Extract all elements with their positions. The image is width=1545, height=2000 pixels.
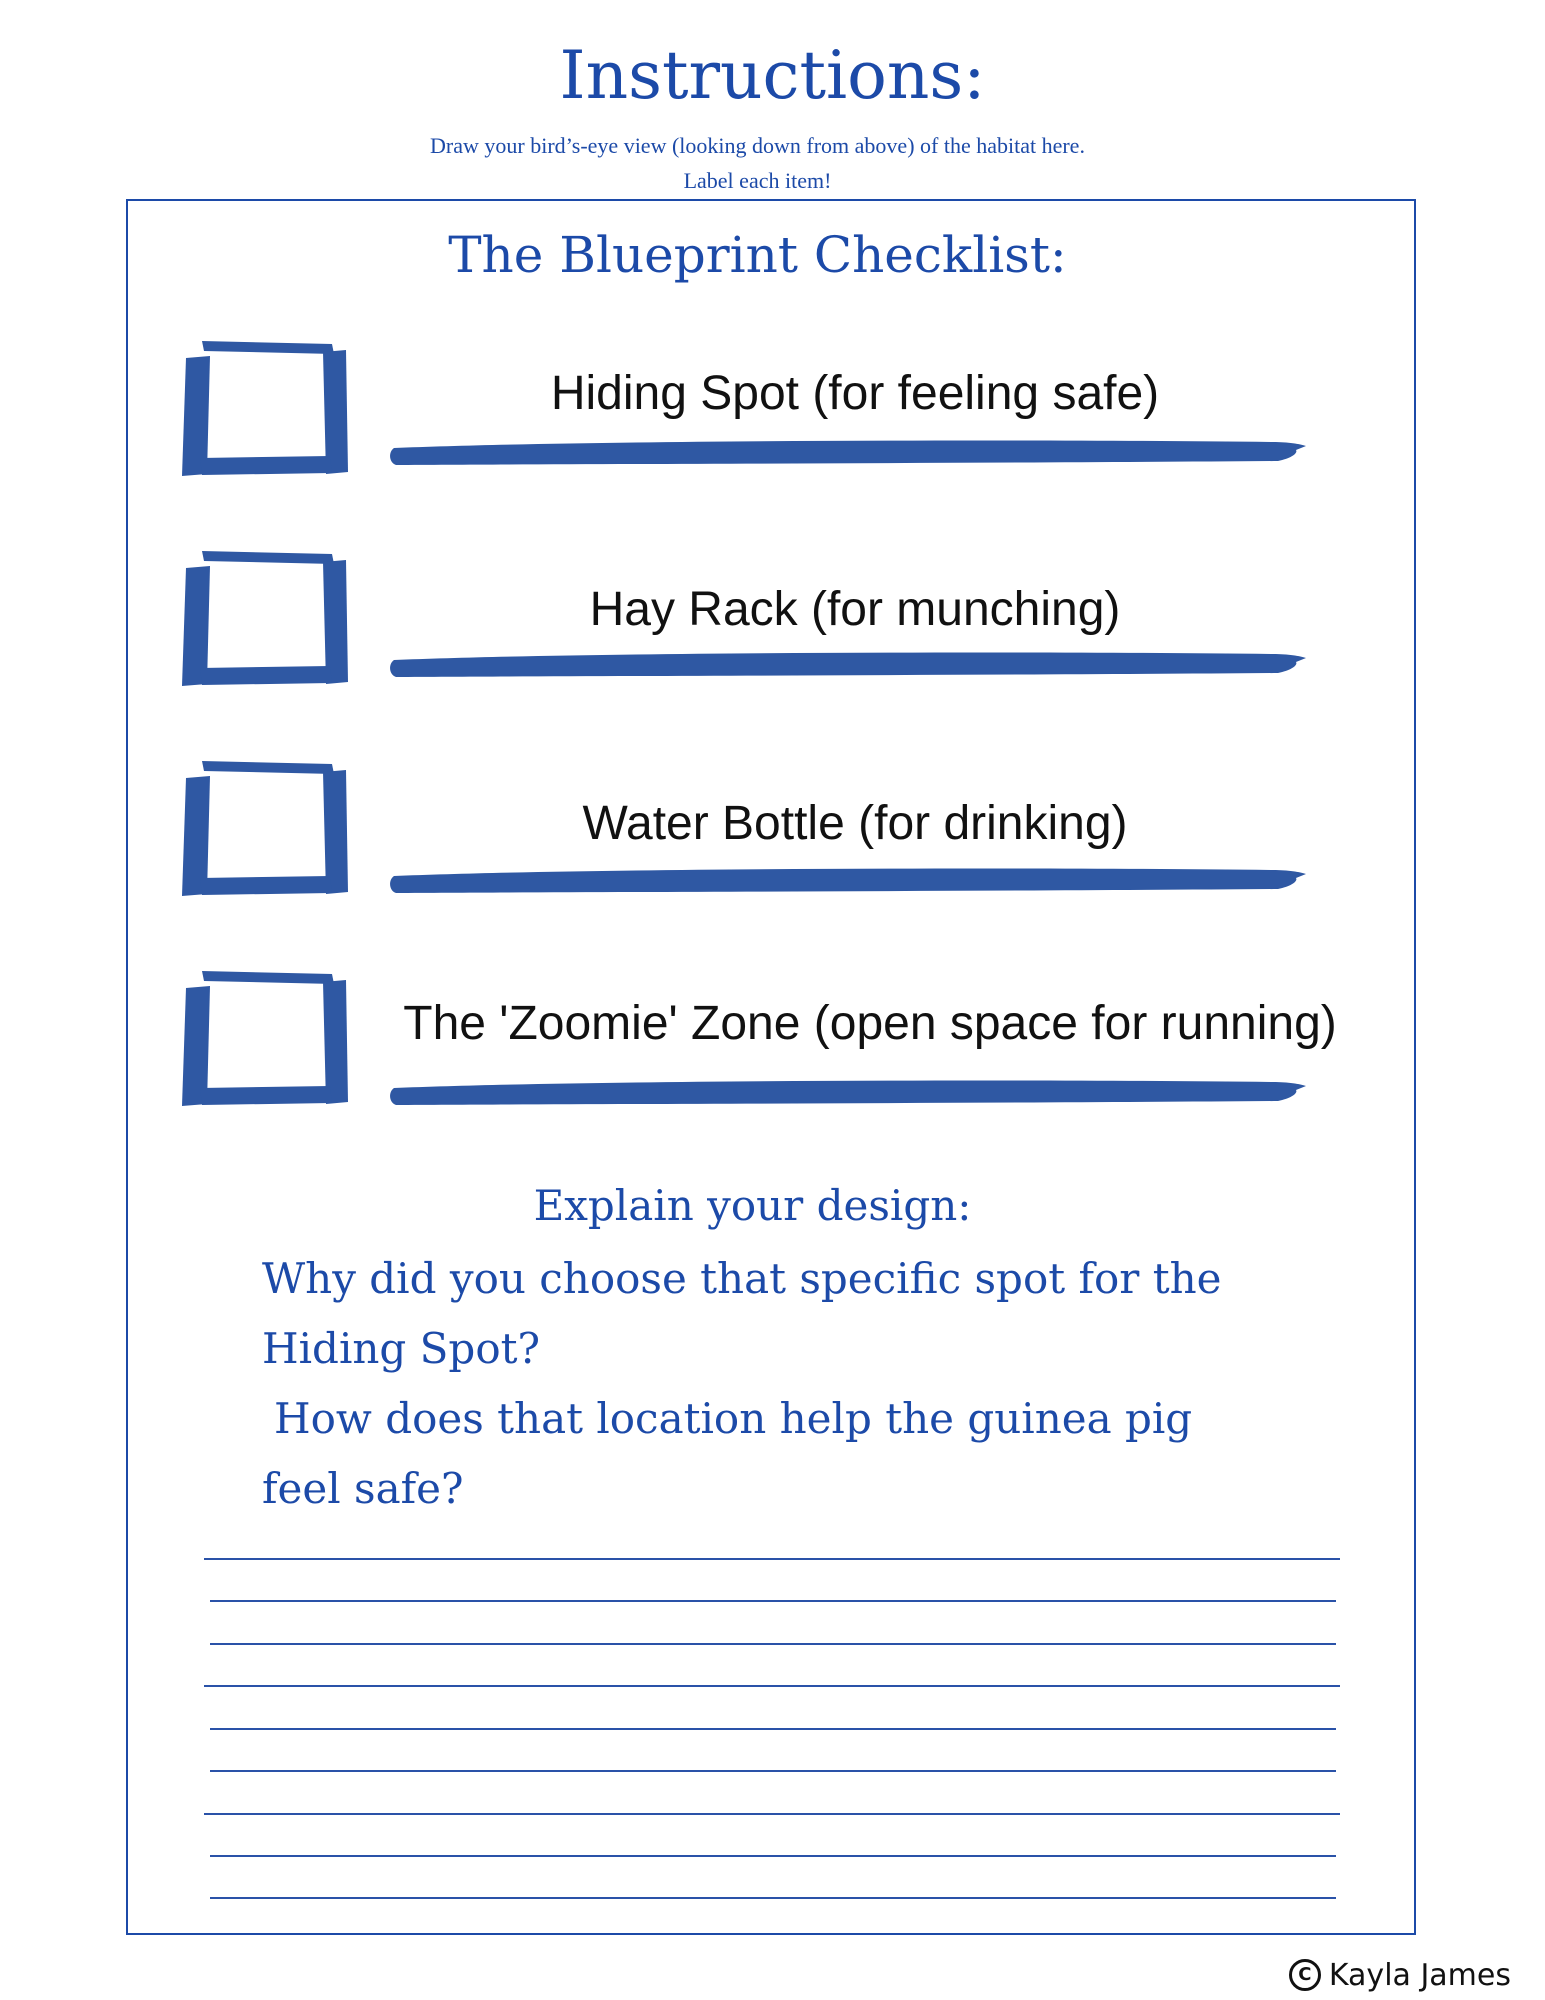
page-title: Instructions: <box>559 37 986 114</box>
writing-line <box>210 1897 1336 1899</box>
writing-line <box>210 1728 1336 1730</box>
instruction-line-1: Draw your bird’s-eye view (looking down from above) of the habitat here. <box>430 133 1085 158</box>
underline-stroke <box>388 648 1310 680</box>
checklist-item-hay-rack <box>0 548 1545 718</box>
checklist-item-zoomie-zone <box>0 968 1545 1138</box>
checklist-item-label: The 'Zoomie' Zone (open space for running) <box>403 997 1337 1050</box>
checklist-item-label: Water Bottle (for drinking) <box>582 797 1128 850</box>
copyright-footer <box>1289 1955 1511 1995</box>
writing-line <box>204 1685 1340 1687</box>
checkbox[interactable] <box>180 758 350 898</box>
checklist-title: The Blueprint Checklist: <box>448 226 1067 284</box>
underline-stroke <box>388 436 1310 468</box>
instructions <box>0 128 1515 198</box>
copyright-icon: C <box>1289 1959 1321 1991</box>
writing-line <box>204 1813 1340 1815</box>
checklist-item-label: Hay Rack (for munching) <box>589 583 1121 636</box>
checklist-item-hiding-spot <box>0 338 1545 508</box>
checkbox[interactable] <box>180 338 350 478</box>
question-1: Why did you choose that specific spot for the Hiding Spot? <box>262 1254 1222 1373</box>
question-2: How does that location help the guinea pig feel safe? <box>262 1394 1193 1513</box>
instruction-line-2: Label each item! <box>683 168 832 193</box>
writing-line <box>210 1855 1336 1857</box>
underline-stroke <box>388 864 1310 896</box>
writing-line <box>204 1558 1340 1560</box>
writing-line <box>210 1600 1336 1602</box>
checkbox[interactable] <box>180 548 350 688</box>
author-name: Kayla James <box>1328 1957 1511 1993</box>
checklist-item-water-bottle <box>0 758 1545 928</box>
explain-title: Explain your design: <box>533 1181 972 1230</box>
writing-line <box>210 1643 1336 1645</box>
underline-stroke <box>388 1076 1310 1108</box>
writing-line <box>210 1770 1336 1772</box>
checkbox[interactable] <box>180 968 350 1108</box>
checklist-item-label: Hiding Spot (for feeling safe) <box>550 367 1160 420</box>
